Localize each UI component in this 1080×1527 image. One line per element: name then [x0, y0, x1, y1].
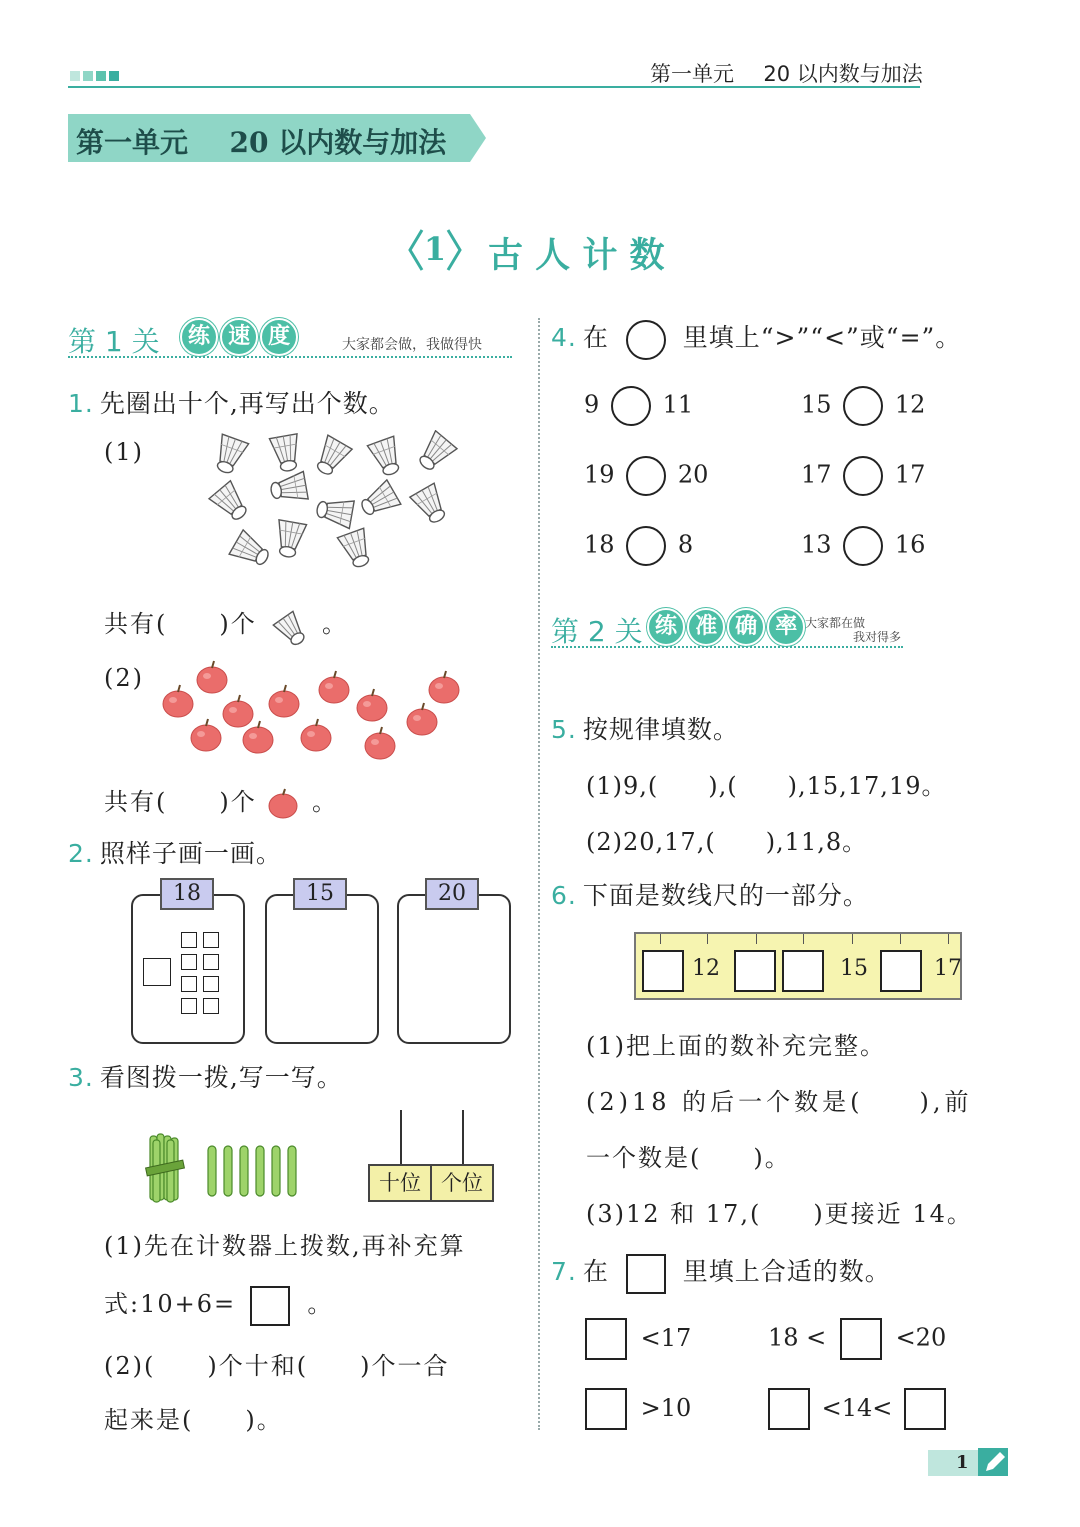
q7-expr-1-text: <17 [640, 1323, 692, 1352]
page-number: 1 [956, 1452, 969, 1473]
q2-card-example [131, 894, 245, 1044]
q3-text: 看图拨一拨,写一写。 [99, 1063, 343, 1092]
apple[interactable] [429, 671, 459, 703]
q7-expr-2 [768, 1318, 946, 1360]
shuttlecock[interactable] [210, 434, 248, 476]
q4-pair-2-circle[interactable] [843, 386, 883, 426]
shuttlecock[interactable] [269, 434, 303, 473]
q1-text: 先圈出十个,再写出个数。 [99, 389, 395, 418]
q4-circle-sample [626, 320, 666, 360]
q4-pair-2-right: 12 [894, 390, 926, 419]
q1-part2-label: (2) [104, 664, 144, 692]
q2-card-2[interactable] [265, 894, 379, 1044]
q3-part2-line1: (2)( )个十和( )个一合 [104, 1352, 450, 1380]
banner-topic: 20 以内数与加法 [229, 126, 447, 159]
q5-line2: (2)20,17,( ),11,8。 [586, 828, 868, 856]
level1-header [68, 318, 518, 362]
number-ruler [634, 932, 962, 1000]
apple[interactable] [191, 719, 221, 751]
q4-pair-6-left: 13 [801, 530, 832, 559]
q7-text-after: 里填上合适的数。 [682, 1257, 891, 1286]
q7-expr-4-mid: <14< [821, 1393, 893, 1422]
page-number-tab [928, 1446, 1012, 1478]
q7-expr-3 [585, 1388, 691, 1430]
level2-badge-3: 确 [727, 608, 765, 646]
level1-badge-2: 速 [220, 318, 258, 356]
q6-line4: (3)12 和 17,( )更接近 14。 [586, 1200, 973, 1228]
q6-text: 下面是数线尺的一部分。 [582, 881, 869, 910]
header-squares [70, 66, 119, 85]
q7-text-before: 在 [582, 1257, 609, 1286]
abacus[interactable] [368, 1110, 494, 1202]
q2-heading [68, 834, 282, 870]
q2-example-ten-square [143, 958, 171, 986]
q3-heading [68, 1058, 343, 1094]
single-sticks [208, 1146, 296, 1196]
apple[interactable] [223, 695, 253, 727]
shuttlecock[interactable] [367, 436, 405, 478]
apple[interactable] [365, 727, 395, 759]
shuttlecock[interactable] [315, 495, 354, 529]
shuttlecock[interactable] [269, 471, 308, 505]
apple[interactable] [357, 689, 387, 721]
running-header-unit: 第一单元 [650, 62, 734, 86]
shuttlecock[interactable] [229, 530, 273, 572]
q1-part2-period: 。 [312, 788, 339, 816]
shuttlecock[interactable] [337, 528, 375, 570]
q5-line1: (1)9,( ),( ),15,17,19。 [586, 772, 947, 800]
q4-pair-3 [584, 456, 708, 496]
level2-header [551, 608, 911, 652]
q3-part1-line1: (1)先在计数器上拨数,再补充算 [104, 1232, 466, 1260]
q4-pair-1-left: 9 [584, 390, 600, 419]
ruler-box-13[interactable] [734, 950, 776, 992]
q1-part1-label: (1) [104, 438, 144, 466]
banner-unit: 第一单元 [76, 126, 189, 159]
q7-expr-1-box[interactable] [585, 1318, 627, 1360]
apple-icon [266, 788, 302, 820]
shuttlecock[interactable] [413, 431, 457, 476]
q2-card-3-tag: 20 [425, 878, 479, 910]
q7-expr-2-right: <20 [895, 1323, 947, 1352]
q7-expr-4 [768, 1388, 946, 1430]
running-header [650, 58, 923, 88]
q4-pair-5-left: 18 [584, 530, 615, 559]
shuttlecock[interactable] [357, 480, 401, 522]
q1-part1-period: 。 [322, 610, 349, 638]
apple[interactable] [243, 721, 273, 753]
ruler-box-14[interactable] [782, 950, 824, 992]
level2-slogan-1: 大家都在做 [805, 616, 866, 630]
q4-pair-3-circle[interactable] [626, 456, 666, 496]
q7-expr-4-box-left[interactable] [768, 1388, 810, 1430]
q2-text: 照样子画一画。 [99, 839, 282, 868]
q6-heading [551, 876, 869, 912]
pencil-icon [980, 1447, 1010, 1477]
lesson-number: 1 [423, 230, 447, 268]
q3-answer-box[interactable] [250, 1286, 290, 1326]
level1-badge-3: 度 [260, 318, 298, 356]
level2-badges [647, 608, 802, 646]
ruler-box-16[interactable] [880, 950, 922, 992]
q1-part1-answer-text: 共有( )个 [104, 610, 257, 638]
q2-number: 2. [68, 839, 94, 868]
q3-period: 。 [307, 1290, 334, 1318]
q4-pair-1-right: 11 [662, 390, 694, 419]
q4-pair-1 [584, 386, 693, 426]
q1-number: 1. [68, 389, 94, 418]
level2-slogan-2: 我对得多 [853, 630, 902, 644]
level1-slogan: 大家都会做，我做得快 [342, 337, 482, 353]
abacus-ones-label: 个位 [441, 1171, 483, 1195]
q4-pair-4-right: 17 [894, 460, 926, 489]
q4-pair-5-right: 8 [677, 530, 694, 559]
q4-heading [551, 318, 961, 360]
ruler-label-17: 17 [934, 956, 962, 981]
q1-part2-answer [104, 782, 338, 820]
q4-pair-4-circle[interactable] [843, 456, 883, 496]
q4-number: 4. [551, 323, 577, 352]
q4-pair-6 [801, 526, 925, 566]
lesson-title: 古 人 计 数 [488, 235, 665, 276]
shuttlecock[interactable] [310, 435, 352, 479]
q6-number: 6. [551, 881, 577, 910]
q4-pair-3-right: 20 [677, 460, 709, 489]
q2-card-2-tag: 15 [293, 878, 347, 910]
q7-expr-2-box[interactable] [840, 1318, 882, 1360]
level1-label: 第 1 关 [68, 325, 160, 358]
q3-part1-line2 [104, 1284, 333, 1326]
apple[interactable] [197, 661, 227, 693]
q5-heading [551, 710, 739, 746]
q6-line2: (2)18 的后一个数是( ),前 [586, 1088, 973, 1116]
level1-badges [180, 318, 295, 356]
q4-text-before: 在 [582, 323, 609, 352]
q1-part1-answer [104, 604, 348, 646]
q2-example-ones-grid [181, 932, 227, 1014]
level1-badge-1: 练 [180, 318, 218, 356]
level2-badge-1: 练 [647, 608, 685, 646]
level1-underline [68, 356, 512, 358]
q7-expr-1 [585, 1318, 691, 1360]
q4-pair-5-circle[interactable] [626, 526, 666, 566]
q6-line1: (1)把上面的数补充完整。 [586, 1032, 886, 1060]
level2-badge-2: 准 [687, 608, 725, 646]
q4-pair-1-circle[interactable] [611, 386, 651, 426]
q2-card-3[interactable] [397, 894, 511, 1044]
q1-heading [68, 384, 395, 420]
q4-pair-5 [584, 526, 693, 566]
shuttlecock[interactable] [410, 483, 452, 527]
q1-part2-answer-text: 共有( )个 [104, 788, 257, 816]
apple[interactable] [301, 719, 331, 751]
apple[interactable] [163, 685, 193, 717]
q4-pair-4 [801, 456, 925, 496]
lesson-number-badge [408, 228, 462, 272]
shuttlecock[interactable] [273, 520, 307, 559]
sticks-illustration [140, 1130, 310, 1206]
apple-group [150, 660, 510, 770]
abacus-rod-tens [400, 1110, 402, 1166]
q5-number: 5. [551, 715, 577, 744]
q4-pair-2 [801, 386, 925, 426]
abacus-tens-label: 十位 [370, 1166, 432, 1200]
shuttlecock-icon [266, 606, 312, 646]
q6-line3: 一个数是( )。 [586, 1144, 791, 1172]
level2-badge-4: 率 [767, 608, 805, 646]
level2-underline [551, 646, 903, 648]
ruler-label-15: 15 [840, 956, 868, 981]
q7-expr-3-text: >10 [640, 1393, 692, 1422]
shuttlecock[interactable] [209, 481, 253, 526]
q7-heading [551, 1252, 891, 1294]
level2-label: 第 2 关 [551, 615, 643, 648]
apple[interactable] [269, 685, 299, 717]
q4-pair-3-left: 19 [584, 460, 615, 489]
q3-number: 3. [68, 1063, 94, 1092]
q4-text-after: 里填上“>”“<”或“=”。 [682, 323, 962, 352]
q7-expr-2-left: 18 < [768, 1323, 827, 1352]
q3-part2-line2: 起来是( )。 [104, 1406, 283, 1434]
apple[interactable] [319, 671, 349, 703]
q5-text: 按规律填数。 [582, 715, 739, 744]
ruler-label-12: 12 [692, 956, 720, 981]
apple[interactable] [407, 703, 437, 735]
header-rule [68, 86, 920, 88]
q4-pair-6-right: 16 [894, 530, 926, 559]
q4-pair-6-circle[interactable] [843, 526, 883, 566]
q7-expr-4-box-right[interactable] [904, 1388, 946, 1430]
abacus-rod-ones [462, 1110, 464, 1166]
q2-card-example-tag: 18 [160, 878, 214, 910]
ruler-box-11[interactable] [642, 950, 684, 992]
q7-sample-box [626, 1254, 666, 1294]
q3-equation: 式:10+6= [104, 1290, 237, 1318]
shuttlecock-group [190, 430, 470, 580]
column-divider [538, 318, 540, 1430]
unit-banner [68, 114, 486, 162]
q4-pair-2-left: 15 [801, 390, 832, 419]
q7-expr-3-box[interactable] [585, 1388, 627, 1430]
running-header-topic: 20 以内数与加法 [763, 62, 923, 86]
q7-number: 7. [551, 1257, 577, 1286]
q4-pair-4-left: 17 [801, 460, 832, 489]
